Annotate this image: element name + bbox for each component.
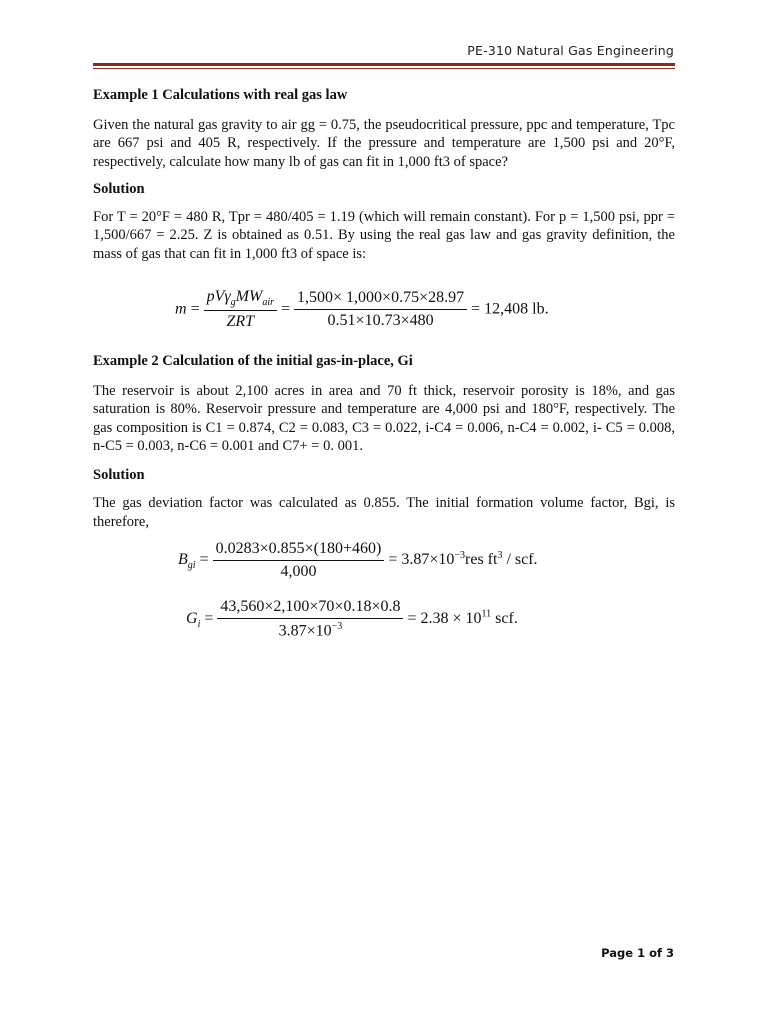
eq3-result-exponent: 11	[481, 608, 492, 620]
example2-section	[93, 352, 675, 531]
example2-problem: The reservoir is about 2,100 acres in area and 70 ft thick, reservoir porosity is 18%, and gas saturation is 80%. Reservoir pressure and temperature are 4,000 psi and 180°F, respectively. The gas composition is C1 = 0.874, C2 = 0.083, C3 = 0.022, i-C4 = 0.006, n-C4 = 0.002, i- C5 = 0.008, n-C5 = 0.003, n-C6 = 0.001 and C7+ = 0. 001.	[93, 382, 675, 454]
equation-mass: m = $\frac{pV\gamma_gMW_{air}}{\text{ZRT}}$ = $\frac{1,500\times 1,000\times 0.75\times 28.97}{0.51\times 10.73\times 480}$ = 12,408 lb.	[175, 288, 549, 331]
eq1-symbolic-fraction	[204, 288, 277, 331]
eq1-symbolic-denominator: ZRT	[226, 313, 255, 331]
page-number: Page 1 of 3	[601, 946, 674, 960]
eq2-numerator: 0.0283×0.855×(180+460)	[213, 540, 385, 561]
eq1-symbolic-numerator: $pV\gamma_gMW_{air}$	[204, 288, 277, 311]
header-rule-thick	[93, 63, 675, 66]
example1-solution-text: For T = 20°F = 480 R, Tpr = 480/405 = 1.19 (which will remain constant). For p = 1,500 psi, ppr = 1,500/667 = 2.25. Z is obtained as 0.51. By using the real gas law and gas gravity definition, the mass of gas that can fit in 1,000 ft3 of space is:	[93, 208, 675, 262]
eq2-lhs: $B_{gi}$	[178, 551, 196, 572]
eq3-denominator-value: 3.87×10	[278, 622, 332, 640]
eq3-denominator-exponent: −3	[331, 621, 343, 632]
example1-solution-heading: Solution	[93, 181, 145, 197]
eq2-result-unit-b: / scf.	[502, 551, 538, 569]
eq1-lhs: m	[175, 300, 187, 318]
header-course-title: PE-310 Natural Gas Engineering	[467, 43, 674, 58]
eq1-numeric-numerator: 1,500× 1,000×0.75×28.97	[294, 289, 467, 310]
equation-bgi: $B_{gi}$ = $\frac{0.0283\times 0.855\times(180+460)}{4,000}$ = $3.87\times 10^{-3}res$ $ft^3$ / scf.	[178, 540, 538, 580]
eq1-numeric-denominator: 0.51×10.73×480	[327, 312, 434, 330]
example2-solution-heading: Solution	[93, 466, 145, 483]
eq2-result-exponent: −3	[454, 549, 466, 561]
eq2-result-unit-a: res ft	[465, 551, 498, 569]
eq3-denominator	[217, 619, 403, 640]
example1-heading: Example 1 Calculations with real gas law	[93, 87, 348, 103]
example1-problem: Given the natural gas gravity to air gg = 0.75, the pseudocritical pressure, ppc and temperature, Tpc are 667 psi and 405 R, respectively. If the pressure and temperature are 1,500 psi and 20°F, respectively, calculate how many lb of gas can fit in 1,000 ft3 of space?	[93, 116, 675, 170]
eq3-numerator: 43,560×2,100×70×0.18×0.8	[217, 598, 403, 619]
eq2-result-value: = 3.87×10	[388, 551, 455, 569]
eq3-lhs: $G_i$	[186, 609, 201, 631]
eq1-result: = 12,408 lb.	[471, 300, 549, 318]
example2-heading: Example 2 Calculation of the initial gas-in-place, Gi	[93, 353, 413, 369]
eq3-result-unit: scf.	[491, 609, 518, 627]
document-body	[93, 86, 675, 263]
example2-solution-text: The gas deviation factor was calculated as 0.855. The initial formation volume factor, Bgi, is therefore,	[93, 495, 675, 530]
eq1-numeric-fraction	[294, 289, 467, 330]
eq2-denominator: 4,000	[280, 563, 317, 580]
eq2-result-unit-exponent: 3	[497, 549, 503, 561]
eq2-fraction	[213, 540, 385, 581]
equation-gi: $G_i$ = $\frac{43,560\times 2,100\times 70\times 0.18\times 0.8}{3.87\times 10^{-3}}$ = $2.38 \times 10^{11}$ scf.	[186, 598, 518, 640]
header-rule-thin	[93, 68, 675, 69]
eq3-result-value: = 2.38 × 10	[407, 609, 482, 627]
eq3-fraction	[217, 598, 403, 640]
